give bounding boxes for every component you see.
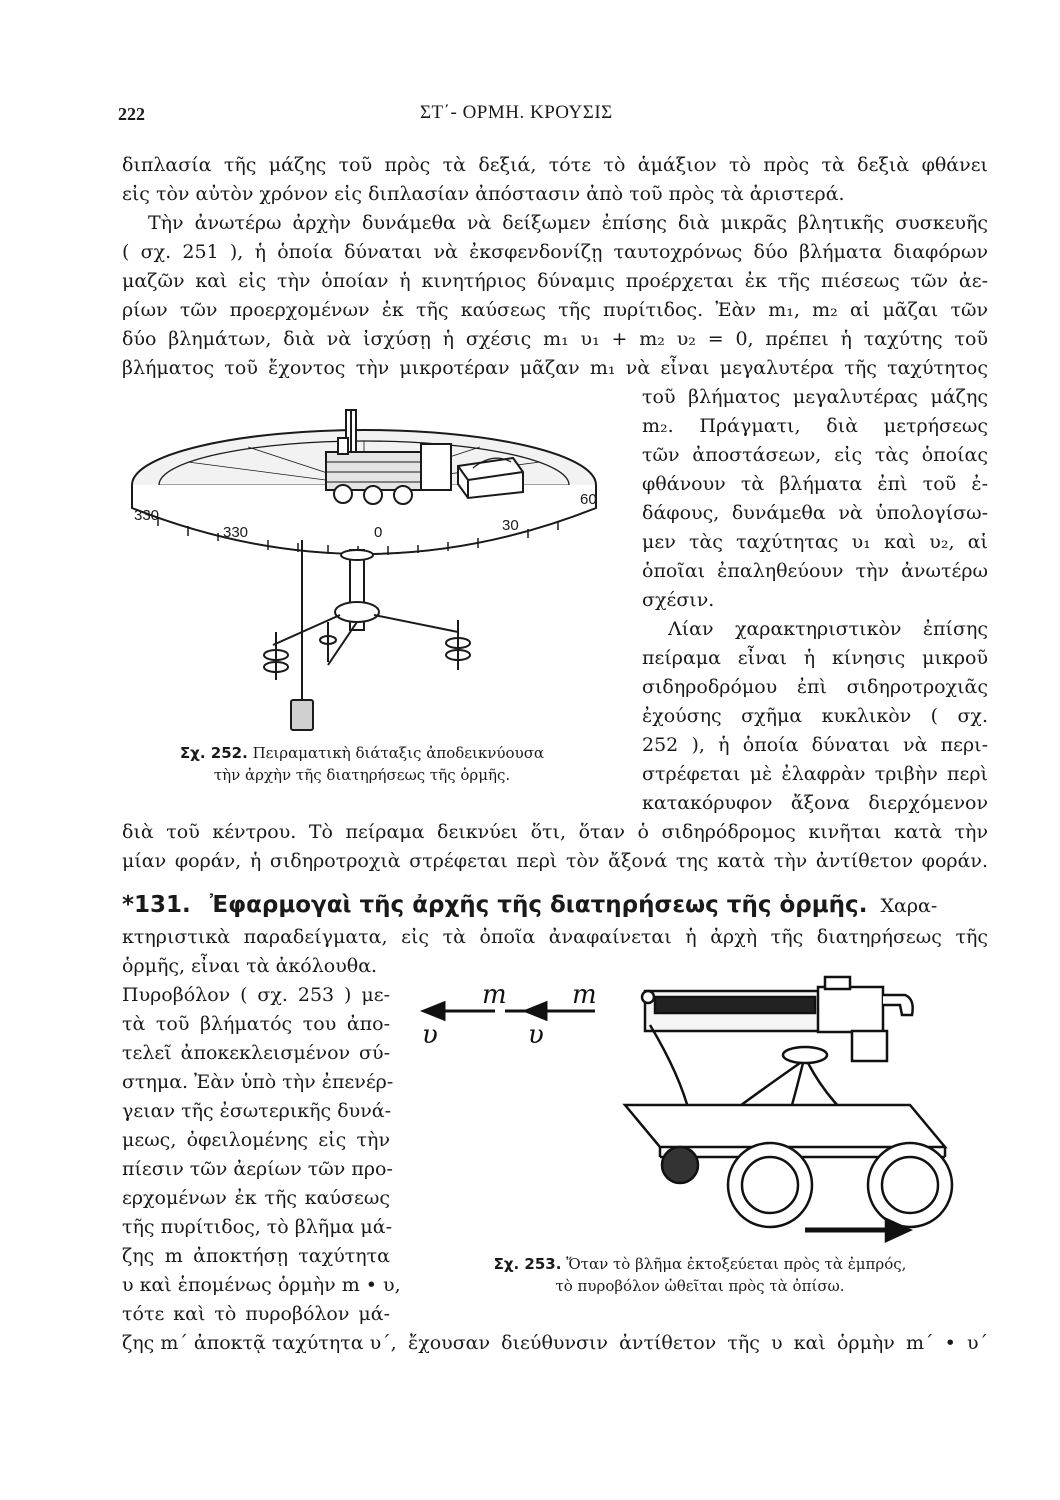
text-line: ὁποῖαι ἐπαληθεύουν τὴν ἀνωτέρω [642,560,988,582]
text-line: ρίων τῶν προερχομένων ἐκ τῆς καύσεως τῆς πυρίτιδος. Ἐὰν m₁, m₂ αἱ μᾶζαι τῶν [122,299,988,321]
text-line: μεν τὰς ταχύτητας υ₁ καὶ υ₂, αἱ [642,531,988,553]
text-line: μεως, ὀφειλομένης εἰς τὴν [122,1129,390,1151]
text-line: m₂. Πράγματι, διὰ μετρήσεως [642,415,988,437]
text-line: τελεῖ ἀποκεκλεισμένον σύ- [122,1042,390,1064]
text-line: κτηριστικὰ παραδείγματα, εἰς τὰ ὁποῖα ἀναφαίνεται ἡ ἀρχὴ τῆς διατηρήσεως τῆς [122,926,988,948]
text-line: σιδηροδρόμου ἐπὶ σιδηροτροχιᾶς [642,676,988,698]
scale-label: 60 [580,491,597,508]
text-line: ὁρμῆς, εἶναι τὰ ἀκόλουθα. [122,955,378,977]
symbol-velocity: υ [422,1020,438,1050]
text-line: διπλασία τῆς μάζης τοῦ πρὸς τὰ δεξιά, τότε τὸ ἁμάξιον τὸ πρὸς τὰ δεξιὰ φθάνει [122,154,988,176]
scale-label: 330 [223,524,249,541]
text-line: ἔχουσαν διεύθυνσιν ἀντίθετον τῆς υ καὶ ὁρμὴν m΄ • υ΄ [408,1332,988,1354]
text-line: κατακόρυφον ἄξονα διερχόμενον [642,792,988,814]
text-line: στημα. Ἐὰν ὑπὸ τὴν ἐπενέρ- [122,1071,394,1093]
text-line: πείραμα εἶναι ἡ κίνησις μικροῦ [642,647,988,669]
page-number: 222 [118,104,145,124]
caption-text: Ὅταν τὸ βλῆμα ἐκτοξεύεται πρὸς τὰ ἐμπρός, [566,1255,907,1273]
text-line: τῶν ἀποστάσεων, εἰς τὰς ὁποίας [642,444,988,466]
text-line: τὰ τοῦ βλήματός του ἀπο- [122,1013,390,1035]
text-line: διὰ τοῦ κέντρου. Τὸ πείραμα δεικνύει ὅτι, ὅταν ὁ σιδηρόδρομος κινῆται κατὰ τὴν [122,821,988,843]
symbol-velocity: υ [528,1020,544,1050]
figure-252-rotating-track [128,400,608,740]
text-line: ( σχ. 251 ), ἡ ὁποία δύναται νὰ ἐκσφενδονίζῃ ταυτοχρόνως δύο βλήματα διαφόρων [122,241,988,263]
running-title: ΣΤ΄- ΟΡΜΗ. ΚΡΟΥΣΙΣ [420,102,613,123]
section-heading [122,892,937,921]
text-line: τῆς πυρίτιδος, τὸ βλῆμα μά- [122,1216,393,1238]
text-line: τοῦ βλήματος μεγαλυτέρας μάζης [642,386,988,408]
scale-label: 0 [374,524,383,541]
caption-text: τὴν ἀρχὴν τῆς διατηρήσεως τῆς ὁρμῆς. [213,766,511,784]
symbol-mass: m [572,980,597,1010]
text-line: βλήματος τοῦ ἔχοντος τὴν μικροτέραν μᾶζαν m₁ νὰ εἶναι μεγαλυτέρα τῆς ταχύτητος [122,357,988,379]
text-line: Πυροβόλον ( σχ. 253 ) με- [122,984,390,1006]
scale-label: 30 [502,517,519,534]
text-line: δάφους, δυνάμεθα νὰ ὑπολογίσω- [642,502,988,524]
section-title-tail: Χαρα- [880,895,938,917]
text-line: φθάνουν τὰ βλήματα ἐπὶ τοῦ ἐ- [642,473,988,495]
text-line: Λίαν χαρακτηριστικὸν ἐπίσης [668,618,988,640]
caption-label: Σχ. 253. [493,1255,562,1273]
figure-253-gun-recoil [410,975,990,1250]
text-line: εἰς τὸν αὐτὸν χρόνον εἰς διπλασίαν ἀπόστασιν ἀπὸ τοῦ πρὸς τὰ ἀριστερά. [122,183,845,205]
text-line: ζης m ἀποκτήσῃ ταχύτητα [122,1245,390,1267]
section-title: Ἐφαρμογαὶ τῆς ἀρχῆς τῆς διατηρήσεως τῆς ὁρμῆς. [209,892,868,918]
section-number: *131. [122,892,191,918]
text-line: τότε καὶ τὸ πυροβόλον μά- [122,1303,390,1325]
text-line: γειαν τῆς ἐσωτερικῆς δυνά- [122,1100,392,1122]
text-line: Τὴν ἀνωτέρω ἀρχὴν δυνάμεθα νὰ δείξωμεν ἐπίσης διὰ μικρᾶς βλητικῆς συσκευῆς [148,212,988,234]
text-line: πίεσιν τῶν ἀερίων τῶν προ- [122,1158,393,1180]
text-line: 252 ), ἡ ὁποία δύναται νὰ περι- [642,734,988,756]
text-line: μίαν φοράν, ἡ σιδηροτροχιὰ στρέφεται περὶ τὸν ἄξονά της κατὰ τὴν ἀντίθετον φοράν. [122,850,988,872]
text-line: μαζῶν καὶ εἰς τὴν ὁποίαν ἡ κινητήριος δύναμις προέρχεται ἐκ τῆς πιέσεως τῶν ἀε- [122,270,988,292]
figure-253-caption [440,1254,960,1274]
text-line: ζης m΄ ἀποκτᾷ ταχύτητα υ΄, [122,1332,397,1354]
text-line: στρέφεται μὲ ἐλαφρὰν τριβὴν περὶ [642,763,988,785]
caption-text: Πειραματικὴ διάταξις ἀποδεικνύουσα [252,744,545,762]
scale-label: 330 [134,507,160,524]
text-line: υ καὶ ἑπομένως ὁρμὴν m • υ, [122,1274,401,1296]
text-line: ἐχούσης σχῆμα κυκλικὸν ( σχ. [642,705,988,727]
symbol-mass: m [482,980,507,1010]
caption-text: τὸ πυροβόλον ὠθεῖται πρὸς τὰ ὀπίσω. [555,1277,845,1295]
text-line: σχέσιν. [642,589,715,611]
caption-label: Σχ. 252. [179,744,248,762]
text-line: ερχομένων ἐκ τῆς καύσεως [122,1187,390,1209]
figure-252-caption [162,743,562,763]
text-line: δύο βλημάτων, διὰ νὰ ἰσχύσῃ ἡ σχέσις m₁ υ₁ + m₂ υ₂ = 0, πρέπει ἡ ταχύτης τοῦ [122,328,988,350]
